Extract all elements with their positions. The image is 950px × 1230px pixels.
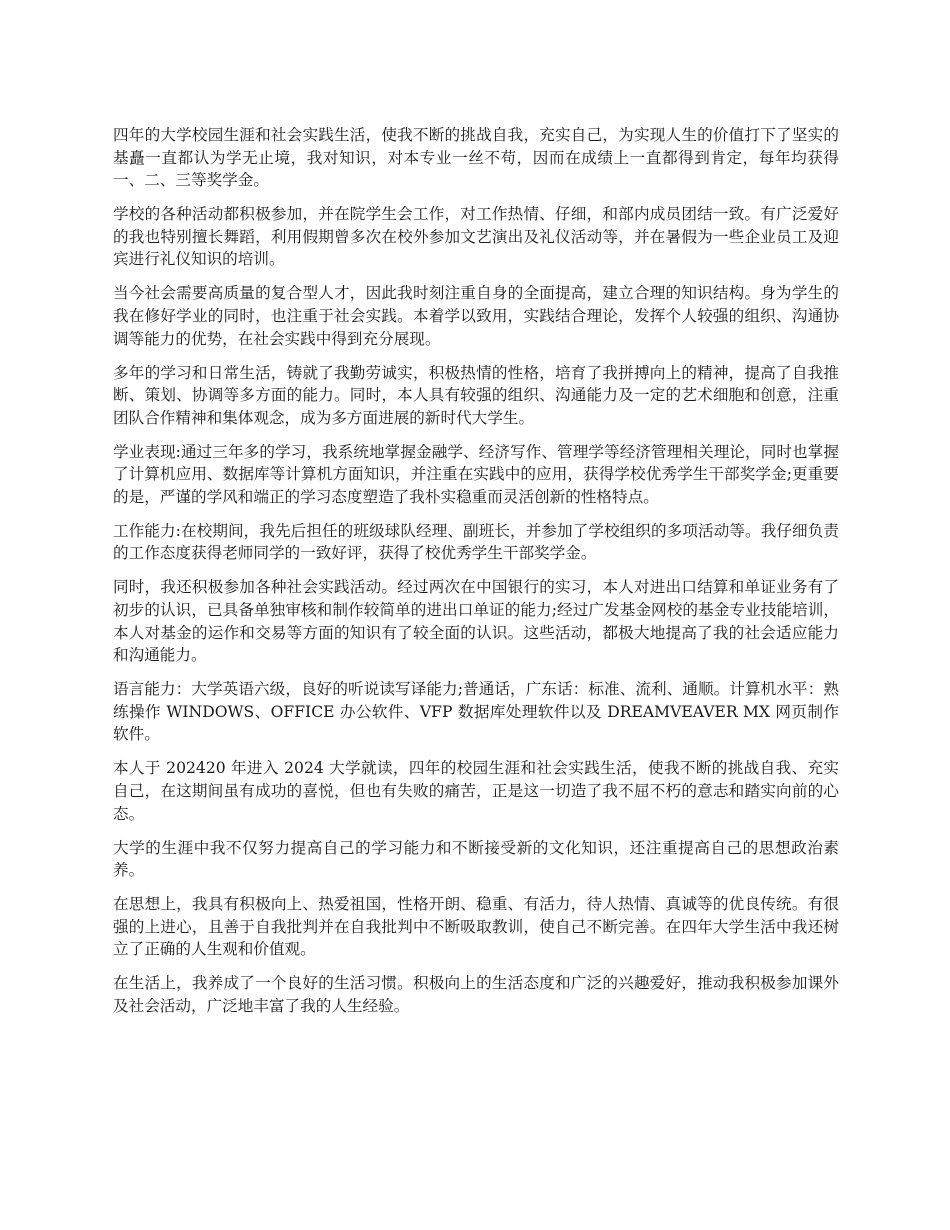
paragraph-1: 四年的大学校园生涯和社会实践生活，使我不断的挑战自我，充实自己，为实现人生的价值打下了坚实的基矗一直都认为学无止境，我对知识，对本专业一丝不苟，因而在成绩上一直都得到肯定，每年均获得一、二、三等奖学金。 — [113, 126, 839, 190]
paragraph-8: 语言能力：大学英语六级，良好的听说读写译能力;普通话，广东话：标准、流利、通顺。计算机水平：熟练操作 WINDOWS、OFFICE 办公软件、VFP 数据库处理软件以及 DREAMVEAVER MX 网页制作软件。 — [113, 680, 839, 744]
paragraph-10: 大学的生涯中我不仅努力提高自己的学习能力和不断接受新的文化知识，还注重提高自己的思想政治素养。 — [113, 838, 839, 880]
paragraph-3: 当今社会需要高质量的复合型人才，因此我时刻注重自身的全面提高，建立合理的知识结构。身为学生的我在修好学业的同时，也注重于社会实践。本着学以致用，实践结合理论，发挥个人较强的组织、沟通协调等能力的优势，在社会实践中得到充分展现。 — [113, 284, 839, 348]
paragraph-4: 多年的学习和日常生活，铸就了我勤劳诚实，积极热情的性格，培育了我拼搏向上的精神，提高了自我推断、策划、协调等多方面的能力。同时，本人具有较强的组织、沟通能力及一定的艺术细胞和创意，注重团队合作精神和集体观念，成为多方面进展的新时代大学生。 — [113, 363, 839, 427]
paragraph-11: 在思想上，我具有积极向上、热爱祖国，性格开朗、稳重、有活力，待人热情、真诚等的优良传统。有很强的上进心，且善于自我批判并在自我批判中不断吸取教训，使自己不断完善。在四年大学生活中我还树立了正确的人生观和价值观。 — [113, 895, 839, 959]
paragraph-12: 在生活上，我养成了一个良好的生活习惯。积极向上的生活态度和广泛的兴趣爱好，推动我积极参加课外及社会活动，广泛地丰富了我的人生经验。 — [113, 974, 839, 1015]
paragraph-7: 同时，我还积极参加各种社会实践活动。经过两次在中国银行的实习，本人对进出口结算和单证业务有了初步的认识，已具备单独审核和制作较简单的进出口单证的能力;经过广发基金网校的基金专业技能培训，本人对基金的运作和交易等方面的知识有了较全面的认识。这些活动，都极大地提高了我的社会适应能力和沟通能力。 — [113, 578, 839, 665]
paragraph-2: 学校的各种活动都积极参加，并在院学生会工作，对工作热情、仔细，和部内成员团结一致。有广泛爱好的我也特别擅长舞蹈，利用假期曾多次在校外参加文艺演出及礼仪活动等，并在暑假为一些企业员工及迎宾进行礼仪知识的培训。 — [113, 205, 839, 269]
paragraph-5: 学业表现:通过三年多的学习，我系统地掌握金融学、经济写作、管理学等经济管理相关理论，同时也掌握了计算机应用、数据库等计算机方面知识，并注重在实践中的应用，获得学校优秀学生干部奖学金;更重要的是，严谨的学风和端正的学习态度塑造了我朴实稳重而灵活创新的性格特点。 — [113, 442, 839, 506]
paragraph-9: 本人于 202420 年进入 2024 大学就读，四年的校园生涯和社会实践生活，使我不断的挑战自我、充实自己，在这期间虽有成功的喜悦，但也有失败的痛苦，正是这一切造了我不屈不朽的意志和踏实向前的心态。 — [113, 759, 839, 823]
document-body — [113, 124, 839, 1029]
paragraph-6: 工作能力:在校期间，我先后担任的班级球队经理、副班长，并参加了学校组织的多项活动等。我仔细负责的工作态度获得老师同学的一致好评，获得了校优秀学生干部奖学金。 — [113, 521, 839, 563]
